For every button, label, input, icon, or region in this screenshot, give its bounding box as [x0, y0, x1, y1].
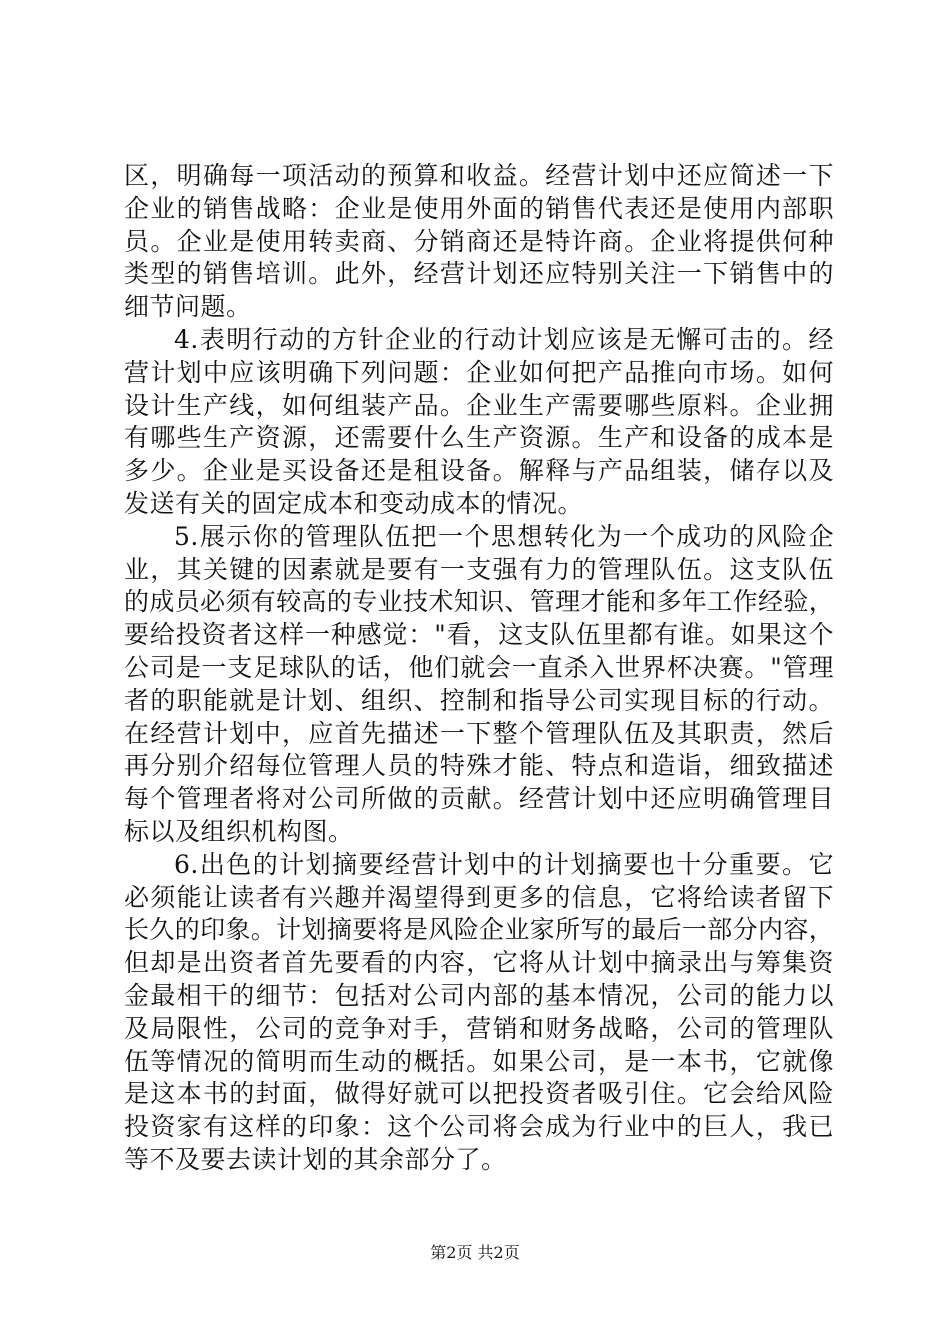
text-line: 设计生产线，如何组装产品。企业生产需要哪些原料。企业拥: [124, 390, 834, 420]
text-line: 4.表明行动的方针企业的行动计划应该是无懈可击的。经: [174, 324, 834, 354]
text-line: 发送有关的固定成本和变动成本的情况。: [124, 488, 584, 518]
paragraph: [124, 160, 834, 324]
text-line: 6.出色的计划摘要经营计划中的计划摘要也十分重要。它: [174, 849, 834, 879]
text-line: 员。企业是使用转卖商、分销商还是特许商。企业将提供何种: [124, 226, 834, 256]
text-line: 者的职能就是计划、组织、控制和指导公司实现目标的行动。: [124, 685, 834, 715]
text-line: 多少。企业是买设备还是租设备。解释与产品组装，储存以及: [124, 456, 834, 486]
text-line: 在经营计划中，应首先描述一下整个管理队伍及其职责，然后: [124, 718, 834, 748]
text-line: 必须能让读者有兴趣并渴望得到更多的信息，它将给读者留下: [124, 882, 834, 912]
text-line: 业，其关键的因素就是要有一支强有力的管理队伍。这支队伍: [124, 554, 834, 584]
document-body: [124, 160, 834, 1177]
paragraph: [124, 521, 834, 849]
text-line: 等不及要去读计划的其余部分了。: [124, 1144, 507, 1174]
text-line: 要给投资者这样一种感觉："看，这支队伍里都有谁。如果这个: [124, 620, 834, 650]
text-line: 投资家有这样的印象：这个公司将会成为行业中的巨人，我已: [124, 1112, 834, 1142]
paragraph: [124, 849, 834, 1177]
text-line: 长久的印象。计划摘要将是风险企业家所写的最后一部分内容，: [124, 915, 834, 945]
text-line: 再分别介绍每位管理人员的特殊才能、特点和造诣，细致描述: [124, 751, 834, 781]
text-line: 的成员必须有较高的专业技术知识、管理才能和多年工作经验，: [124, 587, 834, 617]
text-line: 是这本书的封面，做得好就可以把投资者吸引住。它会给风险: [124, 1079, 834, 1109]
text-line: 伍等情况的简明而生动的概括。如果公司，是一本书，它就像: [124, 1046, 834, 1076]
text-line: 金最相干的细节：包括对公司内部的基本情况，公司的能力以: [124, 980, 834, 1010]
text-line: 区，明确每一项活动的预算和收益。经营计划中还应简述一下: [124, 161, 834, 190]
page-number-footer: 第2页 共2页: [430, 1243, 520, 1262]
text-line: 公司是一支足球队的话，他们就会一直杀入世界杯决赛。"管理: [124, 652, 834, 682]
text-line: 标以及组织机构图。: [124, 816, 354, 846]
text-line: 但却是出资者首先要看的内容，它将从计划中摘录出与筹集资: [124, 948, 834, 978]
text-line: 类型的销售培训。此外，经营计划还应特别关注一下销售中的: [124, 259, 834, 289]
paragraph: [124, 324, 834, 521]
text-line: 细节问题。: [124, 292, 252, 322]
text-line: 每个管理者将对公司所做的贡献。经营计划中还应明确管理目: [124, 784, 834, 814]
text-line: 企业的销售战略：企业是使用外面的销售代表还是使用内部职: [124, 193, 834, 223]
text-line: 5.展示你的管理队伍把一个思想转化为一个成功的风险企: [174, 521, 834, 551]
text-line: 有哪些生产资源，还需要什么生产资源。生产和设备的成本是: [124, 423, 834, 453]
text-line: 营计划中应该明确下列问题：企业如何把产品推向市场。如何: [124, 357, 834, 387]
text-line: 及局限性，公司的竞争对手，营销和财务战略，公司的管理队: [124, 1013, 834, 1043]
